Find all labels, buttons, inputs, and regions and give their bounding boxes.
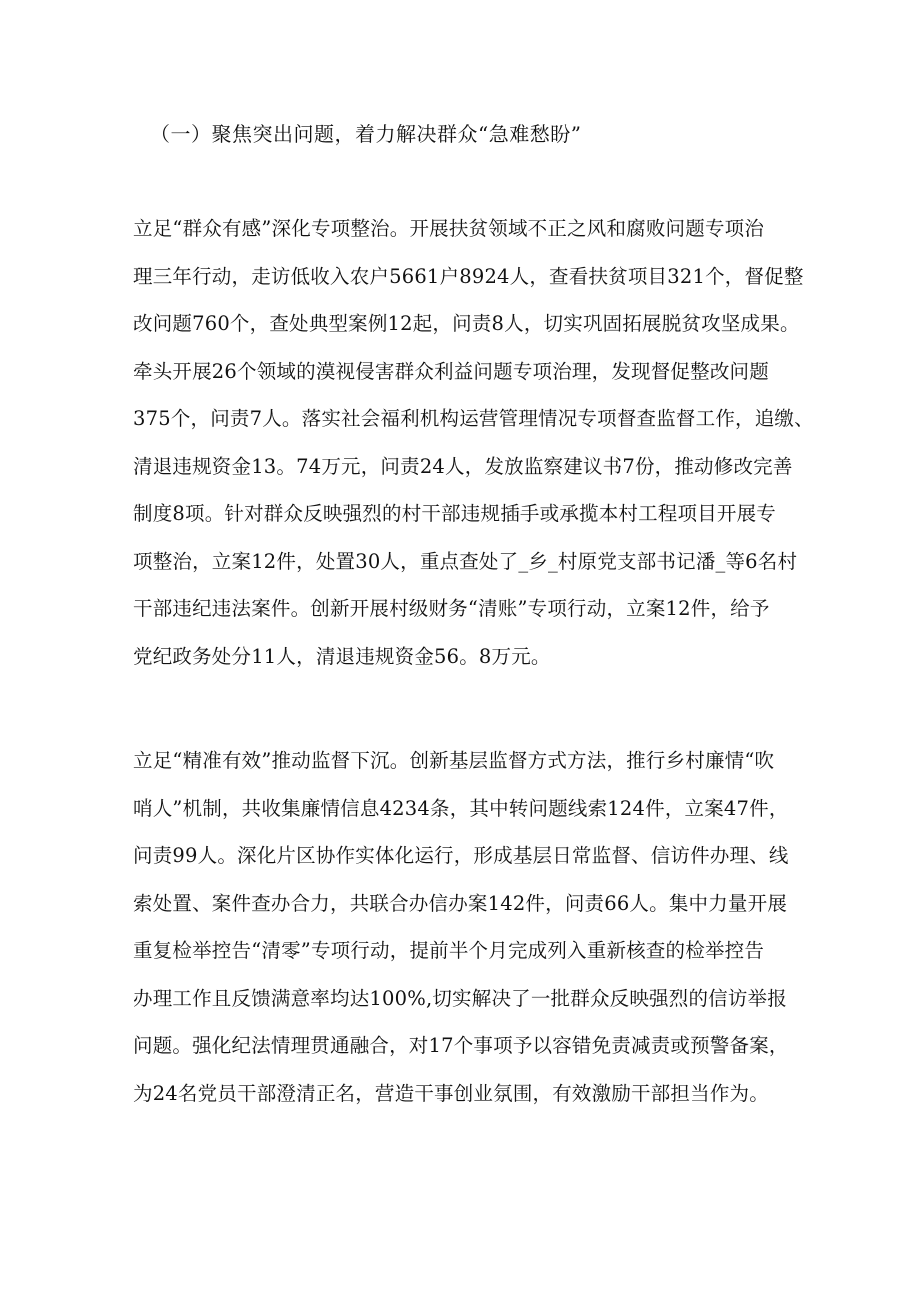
paragraph-line: 清退违规资金13。74万元，问责24人，发放监察建议书7份，推动修改完善 — [133, 454, 793, 478]
paragraph-special-rectification — [133, 205, 814, 680]
paragraph-line: 理三年行动，走访低收入农户5661户8924人，查看扶贫项目321个，督促整 — [133, 264, 804, 288]
paragraph-line: 制度8项。针对群众反映强烈的村干部违规插手或承揽本村工程项目开展专 — [133, 502, 777, 525]
paragraph-line: 问题。强化纪法情理贯通融合，对17个事项予以容错免责减责或预警备案， — [133, 1034, 789, 1057]
paragraph-line: 立足“精准有效”推动监督下沉。创新基层监督方式方法，推行乡村廉情“吹 — [133, 749, 775, 772]
paragraph-line: 问责99人。深化片区协作实体化运行，形成基层日常监督、信访件办理、线 — [133, 844, 789, 867]
paragraph-line: 375个，问责7人。落实社会福利机构运营管理情况专项督查监督工作，追缴、 — [133, 407, 814, 430]
section-heading: （一）聚焦突出问题，着力解决群众“急难愁盼” — [150, 122, 582, 146]
paragraph-line: 改问题760个，查处典型案例12起，问责8人，切实巩固拓展脱贫攻坚成果。 — [133, 312, 800, 335]
paragraph-line: 党纪政务处分11人，清退违规资金56。8万元。 — [133, 644, 551, 668]
paragraph-line: 干部违纪违法案件。创新开展村级财务“清账”专项行动，立案12件，给予 — [133, 597, 770, 620]
paragraph-line: 办理工作且反馈满意率均达100%,切实解决了一批群众反映强烈的信访举报 — [133, 986, 787, 1010]
paragraph-line: 重复检举控告“清零”专项行动，提前半个月完成列入重新核查的检举控告 — [133, 939, 765, 962]
paragraph-line: 立足“群众有感”深化专项整治。开展扶贫领域不正之风和腐败问题专项治 — [133, 217, 765, 240]
paragraph-line: 为24名党员干部澄清正名，营造干事创业氛围，有效激励干部担当作为。 — [133, 1081, 769, 1105]
paragraph-line: 哨人”机制，共收集廉情信息4234条，其中转问题线索124件，立案47件， — [133, 796, 789, 820]
paragraph-line: 项整治，立案12件，处置30人，重点查处了_乡_村原党支部书记潘_等6名村 — [133, 549, 798, 573]
paragraph-supervision-sinking — [133, 737, 793, 1117]
paragraph-line: 牵头开展26个领域的漠视侵害群众利益问题专项治理，发现督促整改问题 — [133, 359, 769, 383]
paragraph-line: 索处置、案件查办合力，共联合办信办案142件，问责66人。集中力量开展 — [133, 891, 788, 915]
